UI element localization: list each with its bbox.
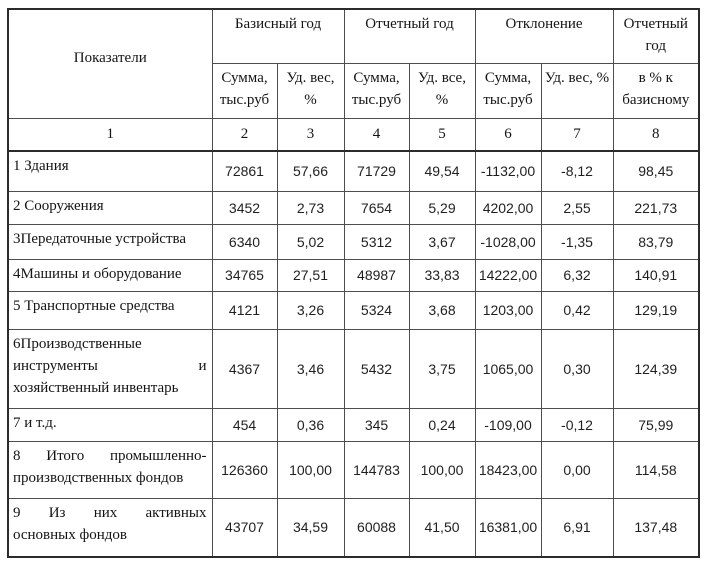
cell-value: 5324 [344,291,409,329]
row-label-line: инструменты и [13,357,207,374]
header-sub-weight-report: Уд. все, % [409,63,475,118]
cell-value: -1,35 [541,224,613,259]
cell-value: 3,67 [409,224,475,259]
cell-value: 4202,00 [475,191,541,224]
row-label-line: производственных фондов [13,469,184,486]
col-number: 4 [344,118,409,151]
cell-value: 1203,00 [475,291,541,329]
cell-value: 221,73 [613,191,699,224]
cell-value: 3,68 [409,291,475,329]
col-number: 3 [277,118,344,151]
cell-value: 5432 [344,329,409,408]
header-group-report-year: Отчетный год [344,9,475,63]
indicators-table [7,8,700,558]
table-row [8,151,699,191]
cell-value: 5312 [344,224,409,259]
cell-value: 114,58 [613,441,699,498]
cell-value: 71729 [344,151,409,191]
header-sub-weight-base: Уд. вес, % [277,63,344,118]
cell-value: 0,42 [541,291,613,329]
cell-value: 1065,00 [475,329,541,408]
cell-value: 6,91 [541,498,613,557]
cell-value: 5,02 [277,224,344,259]
cell-value: 34,59 [277,498,344,557]
row-label-line: 9 Из них активных [13,504,207,521]
cell-value: 129,19 [613,291,699,329]
header-indicators: Показатели [8,9,212,118]
cell-value: 124,39 [613,329,699,408]
header-sub-sum-deviation: Сумма, тыс.руб [475,63,541,118]
row-label-line: основных фондов [13,526,127,543]
cell-value: 72861 [212,151,277,191]
cell-value: 345 [344,408,409,441]
table-row [8,408,699,441]
cell-value: 454 [212,408,277,441]
row-label-line: 6Производственные [13,335,142,352]
header-sub-weight-deviation: Уд. вес, % [541,63,613,118]
cell-value: 4121 [212,291,277,329]
header-group-deviation: Отклонение [475,9,613,63]
table-row [8,498,699,557]
cell-value: 100,00 [277,441,344,498]
cell-value: 0,36 [277,408,344,441]
cell-value: 60088 [344,498,409,557]
cell-value: 0,30 [541,329,613,408]
cell-value: 3,75 [409,329,475,408]
row-label [8,498,212,557]
header-column-numbers-row [8,118,699,151]
cell-value: 4367 [212,329,277,408]
cell-value: 0,00 [541,441,613,498]
col-number: 7 [541,118,613,151]
cell-value: 140,91 [613,259,699,291]
table-row [8,259,699,291]
cell-value: 27,51 [277,259,344,291]
cell-value: 49,54 [409,151,475,191]
table-row [8,441,699,498]
col-number: 2 [212,118,277,151]
cell-value: 83,79 [613,224,699,259]
table-row [8,291,699,329]
cell-value: 6340 [212,224,277,259]
cell-value: 43707 [212,498,277,557]
cell-value: 33,83 [409,259,475,291]
row-label-line: хозяйственный инвентарь [13,379,179,396]
cell-value: 18423,00 [475,441,541,498]
cell-value: 2,73 [277,191,344,224]
header-group-base-year: Базисный год [212,9,344,63]
table-row [8,224,699,259]
row-label: 5 Транспортные средства [8,291,212,329]
col-number: 6 [475,118,541,151]
header-group-row [8,9,699,63]
col-number: 1 [8,118,212,151]
row-label: 1 Здания [8,151,212,191]
cell-value: 75,99 [613,408,699,441]
row-label [8,441,212,498]
header-sub-pct-to-base: в % к базисному [613,63,699,118]
header-sub-sum-report: Сумма, тыс.руб [344,63,409,118]
col-number: 8 [613,118,699,151]
cell-value: 3452 [212,191,277,224]
row-label: 3Передаточные устройства [8,224,212,259]
cell-value: 41,50 [409,498,475,557]
row-label [8,329,212,408]
cell-value: 34765 [212,259,277,291]
header-report-year-pct-top: Отчетный год [613,9,699,63]
cell-value: 3,46 [277,329,344,408]
cell-value: 98,45 [613,151,699,191]
cell-value: -1132,00 [475,151,541,191]
cell-value: 57,66 [277,151,344,191]
cell-value: 48987 [344,259,409,291]
cell-value: 137,48 [613,498,699,557]
cell-value: 7654 [344,191,409,224]
cell-value: 100,00 [409,441,475,498]
row-label: 4Машины и оборудование [8,259,212,291]
cell-value: 3,26 [277,291,344,329]
cell-value: -109,00 [475,408,541,441]
cell-value: 2,55 [541,191,613,224]
cell-value: -0,12 [541,408,613,441]
cell-value: 144783 [344,441,409,498]
cell-value: 126360 [212,441,277,498]
row-label: 2 Сооружения [8,191,212,224]
table-row [8,329,699,408]
cell-value: 16381,00 [475,498,541,557]
row-label: 7 и т.д. [8,408,212,441]
cell-value: -8,12 [541,151,613,191]
cell-value: 5,29 [409,191,475,224]
table-row [8,191,699,224]
cell-value: 6,32 [541,259,613,291]
row-label-line: 8 Итого промышленно- [13,447,207,464]
cell-value: -1028,00 [475,224,541,259]
cell-value: 14222,00 [475,259,541,291]
cell-value: 0,24 [409,408,475,441]
col-number: 5 [409,118,475,151]
header-sub-sum-base: Сумма, тыс.руб [212,63,277,118]
